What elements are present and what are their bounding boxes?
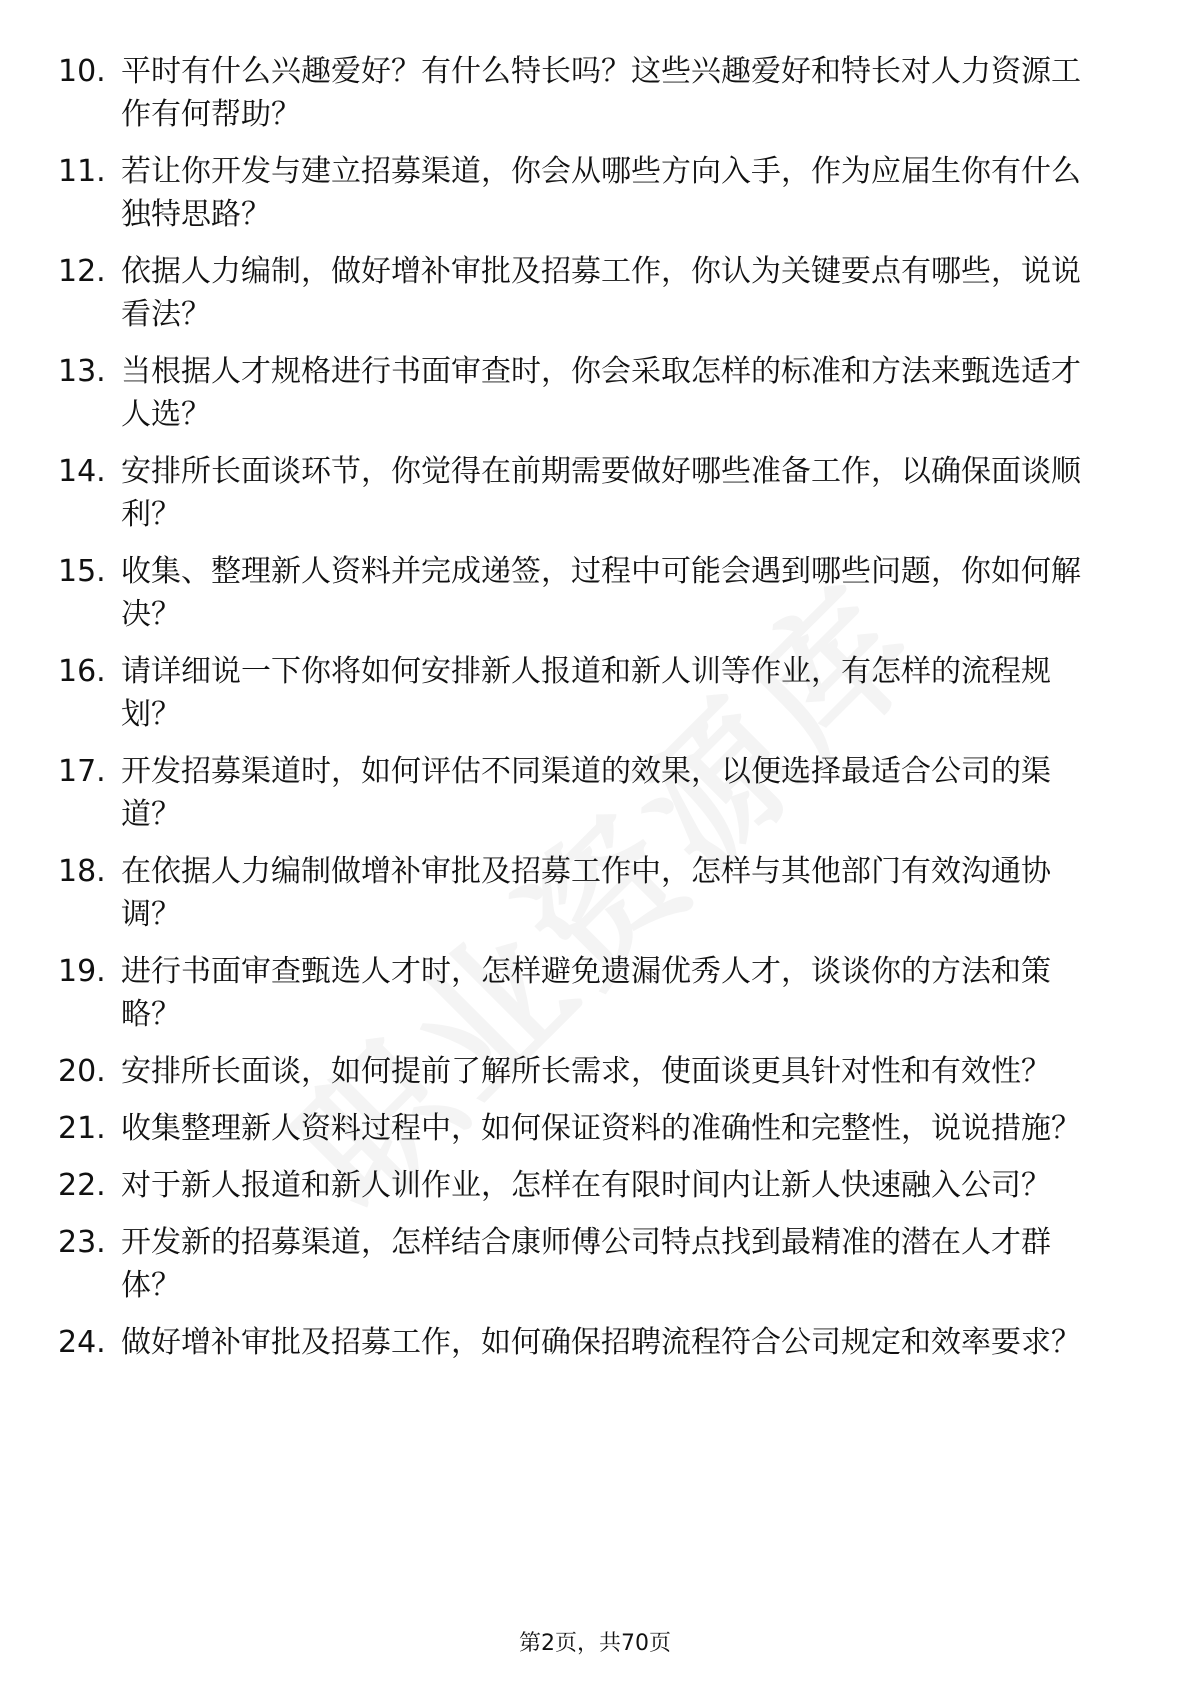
question-number: 24. <box>58 1325 106 1360</box>
question-number: 16. <box>58 654 106 689</box>
question-text: 请详细说一下你将如何安排新人报道和新人训等作业，有怎样的流程规划？ <box>121 654 1051 732</box>
question-item <box>58 950 1108 1036</box>
question-item <box>58 1164 1108 1207</box>
question-number: 10. <box>58 54 106 89</box>
question-text: 开发新的招募渠道，怎样结合康师傅公司特点找到最精准的潜在人才群体？ <box>121 1225 1051 1303</box>
question-text: 依据人力编制，做好增补审批及招募工作，你认为关键要点有哪些，说说看法？ <box>121 254 1081 332</box>
question-number: 21. <box>58 1111 106 1146</box>
question-number: 15. <box>58 554 106 589</box>
question-number: 17. <box>58 754 106 789</box>
question-item <box>58 1107 1108 1150</box>
question-text: 做好增补审批及招募工作，如何确保招聘流程符合公司规定和效率要求？ <box>121 1325 1081 1360</box>
question-text: 当根据人才规格进行书面审查时，你会采取怎样的标准和方法来甄选适才人选？ <box>121 354 1081 432</box>
question-number: 23. <box>58 1225 106 1260</box>
question-list <box>58 50 1108 1378</box>
question-text: 在依据人力编制做增补审批及招募工作中，怎样与其他部门有效沟通协调？ <box>121 854 1051 932</box>
question-number: 11. <box>58 154 106 189</box>
question-item <box>58 450 1108 536</box>
question-text: 开发招募渠道时，如何评估不同渠道的效果，以便选择最适合公司的渠道？ <box>121 754 1051 832</box>
question-text: 平时有什么兴趣爱好？有什么特长吗？这些兴趣爱好和特长对人力资源工作有何帮助？ <box>121 54 1081 132</box>
question-item <box>58 1050 1108 1093</box>
question-item <box>58 150 1108 236</box>
question-item <box>58 650 1108 736</box>
question-text: 进行书面审查甄选人才时，怎样避免遗漏优秀人才，谈谈你的方法和策略？ <box>121 954 1051 1032</box>
question-text: 安排所长面谈环节，你觉得在前期需要做好哪些准备工作，以确保面谈顺利？ <box>121 454 1081 532</box>
question-number: 13. <box>58 354 106 389</box>
question-item <box>58 350 1108 436</box>
question-item <box>58 750 1108 836</box>
question-text: 安排所长面谈，如何提前了解所长需求，使面谈更具针对性和有效性？ <box>121 1054 1051 1089</box>
question-text: 对于新人报道和新人训作业，怎样在有限时间内让新人快速融入公司？ <box>121 1168 1051 1203</box>
page-footer <box>0 1630 1190 1658</box>
question-item <box>58 550 1108 636</box>
question-number: 20. <box>58 1054 106 1089</box>
question-number: 18. <box>58 854 106 889</box>
question-item <box>58 850 1108 936</box>
question-number: 14. <box>58 454 106 489</box>
question-item <box>58 50 1108 136</box>
question-text: 收集整理新人资料过程中，如何保证资料的准确性和完整性，说说措施？ <box>121 1111 1081 1146</box>
question-item <box>58 1321 1108 1364</box>
question-number: 22. <box>58 1168 106 1203</box>
question-number: 12. <box>58 254 106 289</box>
page-number-label: 第2页，共70页 <box>519 1631 671 1656</box>
question-item <box>58 250 1108 336</box>
question-item <box>58 1221 1108 1307</box>
question-text: 收集、整理新人资料并完成递签，过程中可能会遇到哪些问题，你如何解决？ <box>121 554 1081 632</box>
question-text: 若让你开发与建立招募渠道，你会从哪些方向入手，作为应届生你有什么独特思路？ <box>121 154 1081 232</box>
question-number: 19. <box>58 954 106 989</box>
